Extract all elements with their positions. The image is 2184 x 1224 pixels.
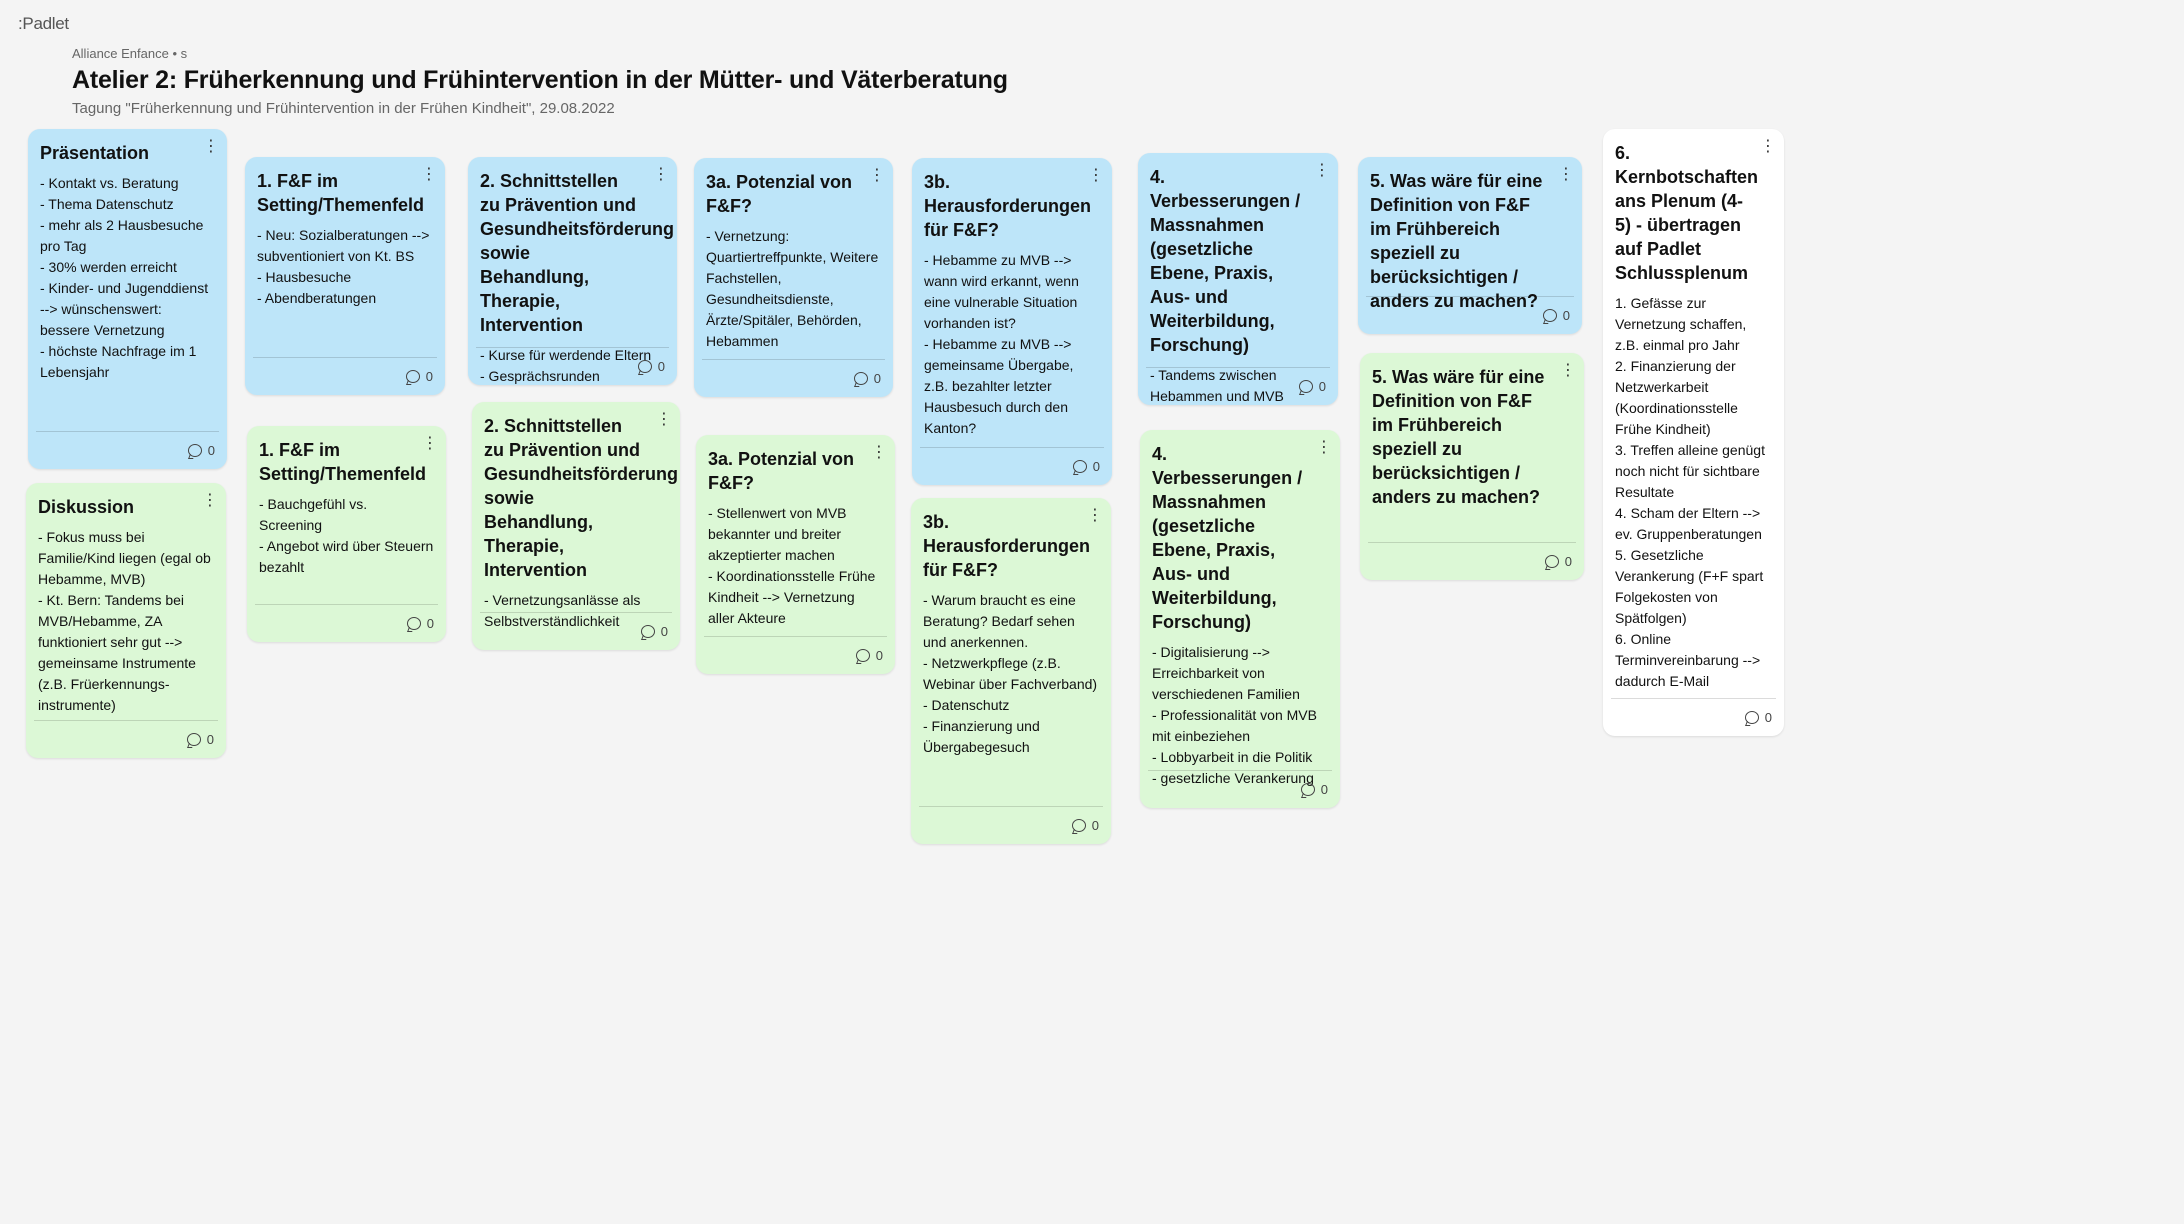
more-vertical-icon[interactable]: ⋮: [422, 435, 438, 452]
more-vertical-icon[interactable]: ⋮: [1088, 167, 1104, 184]
post-title: Diskussion: [38, 497, 135, 517]
comment-icon[interactable]: [1543, 309, 1557, 322]
post-card[interactable]: [694, 158, 893, 397]
post-card[interactable]: [1603, 129, 1784, 736]
comment-icon[interactable]: [854, 372, 868, 385]
post-body: - Neu: Sozialberatungen --> subventioniert von Kt. BS - Hausbesuche - Abendberatungen: [257, 227, 430, 306]
post-title: 6. Kernbotschaften ans Plenum (4-5) - übertragen auf Padlet Schlussplenum: [1615, 143, 1759, 283]
comment-count: 0: [1091, 818, 1099, 833]
more-vertical-icon[interactable]: ⋮: [869, 167, 885, 184]
post-title: 3a. Potenzial von F&F?: [706, 172, 853, 216]
more-vertical-icon[interactable]: ⋮: [1087, 507, 1103, 524]
post-title: 5. Was wäre für eine Definition von F&F im Frühbereich speziell zu berücksichtigen / anders zu machen?: [1372, 367, 1545, 507]
post-footer: [34, 720, 218, 758]
post-footer: [1368, 542, 1576, 580]
more-vertical-icon[interactable]: ⋮: [1558, 166, 1574, 183]
comment-icon[interactable]: [1073, 460, 1087, 473]
post-footer: [476, 347, 669, 385]
comment-count: 0: [657, 359, 665, 374]
more-vertical-icon[interactable]: ⋮: [203, 138, 219, 155]
post-card[interactable]: [247, 426, 446, 642]
post-card[interactable]: [468, 157, 677, 385]
comment-icon[interactable]: [188, 444, 202, 457]
comment-icon[interactable]: [406, 370, 420, 383]
post-footer: [1146, 367, 1330, 405]
post-footer: [1148, 770, 1332, 808]
comment-icon[interactable]: [1545, 555, 1559, 568]
comment-count: 0: [206, 732, 214, 747]
post-title: 3a. Potenzial von F&F?: [708, 449, 855, 493]
post-card[interactable]: [1358, 157, 1582, 334]
comment-icon[interactable]: [1301, 783, 1315, 796]
comment-count: 0: [1764, 710, 1772, 725]
post-title: 5. Was wäre für eine Definition von F&F im Frühbereich speziell zu berücksichtigen / anders zu machen?: [1370, 171, 1543, 311]
comment-count: 0: [426, 616, 434, 631]
more-vertical-icon[interactable]: ⋮: [1316, 439, 1332, 456]
comment-icon[interactable]: [1299, 380, 1313, 393]
comment-icon[interactable]: [1072, 819, 1086, 832]
more-vertical-icon[interactable]: ⋮: [202, 492, 218, 509]
more-vertical-icon[interactable]: ⋮: [653, 166, 669, 183]
post-card[interactable]: [245, 157, 445, 395]
comment-count: 0: [1318, 379, 1326, 394]
post-footer: [704, 636, 887, 674]
post-card[interactable]: [696, 435, 895, 674]
comment-count: 0: [875, 648, 883, 663]
comment-icon[interactable]: [638, 360, 652, 373]
post-body: - Vernetzungsanlässe als Selbstverständlichkeit: [484, 592, 641, 629]
page-title: Atelier 2: Früherkennung und Frühintervention in der Mütter- und Väterberatung: [72, 66, 1008, 94]
post-footer: [36, 431, 219, 469]
post-card[interactable]: [1360, 353, 1584, 580]
post-body: - Fokus muss bei Familie/Kind liegen (egal ob Hebamme, MVB) - Kt. Bern: Tandems bei MVB/Hebamme, ZA funktioniert sehr gut --> gemeinsame Instrumente (z.B. Früerkennungs-instrumente): [38, 529, 211, 713]
board-header: [72, 46, 1008, 117]
comment-icon[interactable]: [1745, 711, 1759, 724]
post-body: - Digitalisierung --> Erreichbarkeit von verschiedenen Familien - Professionalität von MVB mit einbeziehen - Lobbyarbeit in die Politik - gesetzliche Verankerung: [1152, 644, 1317, 786]
comment-count: 0: [207, 443, 215, 458]
more-vertical-icon[interactable]: ⋮: [656, 411, 672, 428]
more-vertical-icon[interactable]: ⋮: [1560, 362, 1576, 379]
comment-icon[interactable]: [187, 733, 201, 746]
post-footer: [253, 357, 437, 395]
post-body: - Kurse für werdende Eltern - Gesprächsrunden: [480, 347, 652, 384]
post-body: - Kontakt vs. Beratung - Thema Datenschutz - mehr als 2 Hausbesuche pro Tag - 30% werden erreicht - Kinder- und Jugenddienst --> wünschenswert: bessere Vernetzung - höchste Nachfrage im 1 Lebensjahr: [40, 175, 209, 380]
post-card[interactable]: [912, 158, 1112, 485]
post-title: 4. Verbesserungen / Massnahmen (gesetzliche Ebene, Praxis, Aus- und Weiterbildung, Forschung): [1150, 167, 1301, 355]
more-vertical-icon[interactable]: ⋮: [1314, 162, 1330, 179]
post-title: 3b. Herausforderungen für F&F?: [924, 172, 1092, 240]
more-vertical-icon[interactable]: ⋮: [421, 166, 437, 183]
post-card[interactable]: [472, 402, 680, 650]
comment-icon[interactable]: [856, 649, 870, 662]
comment-count: 0: [1320, 782, 1328, 797]
post-footer: [702, 359, 885, 397]
post-footer: [1366, 296, 1574, 334]
post-footer: [919, 806, 1103, 844]
post-card[interactable]: [911, 498, 1111, 844]
padlet-logo[interactable]: :Padlet: [18, 14, 69, 33]
post-body: 1. Gefässe zur Vernetzung schaffen, z.B. einmal pro Jahr 2. Finanzierung der Netzwerkarbeit (Koordinationsstelle Frühe Kindheit) 3. Treffen alleine genügt noch nicht für sichtbare Resultate 4. Scham der Eltern --> ev. Gruppenberatungen 5. Gesetzliche Verankerung (F+F spart Folgekosten von Spätfolgen) 6. Online Terminvereinbarung --> dadurch E-Mail: [1615, 295, 1765, 689]
post-body: - Hebamme zu MVB --> wann wird erkannt, wenn eine vulnerable Situation vorhanden ist? - Hebamme zu MVB --> gemeinsame Übergabe, z.B. bezahlter letzter Hausbesuch durch den Kanton?: [924, 252, 1079, 436]
post-footer: [480, 612, 672, 650]
comment-icon[interactable]: [407, 617, 421, 630]
post-card[interactable]: [28, 129, 227, 469]
post-body: - Stellenwert von MVB bekannter und breiter akzeptierter machen - Koordinationsstelle Frühe Kindheit --> Vernetzung aller Akteure: [708, 505, 876, 626]
comment-count: 0: [1564, 554, 1572, 569]
post-title: 1. F&F im Setting/Themenfeld: [257, 171, 425, 215]
post-title: 4. Verbesserungen / Massnahmen (gesetzliche Ebene, Praxis, Aus- und Weiterbildung, Forschung): [1152, 444, 1303, 632]
post-body: - Tandems zwischen Hebammen und MVB: [1150, 367, 1284, 404]
page-subtitle: Tagung "Früherkennung und Frühintervention in der Frühen Kindheit", 29.08.2022: [72, 100, 615, 117]
post-body: - Bauchgefühl vs. Screening - Angebot wird über Steuern bezahlt: [259, 496, 434, 575]
comment-count: 0: [1562, 308, 1570, 323]
post-body: - Vernetzung: Quartiertreffpunkte, Weitere Fachstellen, Gesundheitsdienste, Ärzte/Spitäler, Behörden, Hebammen: [706, 228, 879, 349]
post-card[interactable]: [1138, 153, 1338, 405]
post-title: 3b. Herausforderungen für F&F?: [923, 512, 1091, 580]
comment-count: 0: [873, 371, 881, 386]
post-body: - Warum braucht es eine Beratung? Bedarf sehen und anerkennen. - Netzwerkpflege (z.B. Webinar über Fachverband) - Datenschutz - Finanzierung und Übergabegesuch: [923, 592, 1098, 755]
more-vertical-icon[interactable]: ⋮: [871, 444, 887, 461]
post-title: 1. F&F im Setting/Themenfeld: [259, 440, 427, 484]
comment-count: 0: [660, 624, 668, 639]
breadcrumb[interactable]: Alliance Enfance • s: [72, 46, 188, 61]
post-title: 2. Schnittstellen zu Prävention und Gesundheitsförderung sowie Behandlung, Therapie, Intervention: [484, 416, 679, 580]
post-footer: [920, 447, 1104, 485]
comment-count: 0: [425, 369, 433, 384]
more-vertical-icon[interactable]: ⋮: [1760, 138, 1776, 155]
post-card[interactable]: [26, 483, 226, 758]
post-footer: [255, 604, 438, 642]
post-footer: [1611, 698, 1776, 736]
post-card[interactable]: [1140, 430, 1340, 808]
post-title: Präsentation: [40, 143, 150, 163]
comment-count: 0: [1092, 459, 1100, 474]
comment-icon[interactable]: [641, 625, 655, 638]
post-title: 2. Schnittstellen zu Prävention und Gesundheitsförderung sowie Behandlung, Therapie, Intervention: [480, 171, 675, 335]
